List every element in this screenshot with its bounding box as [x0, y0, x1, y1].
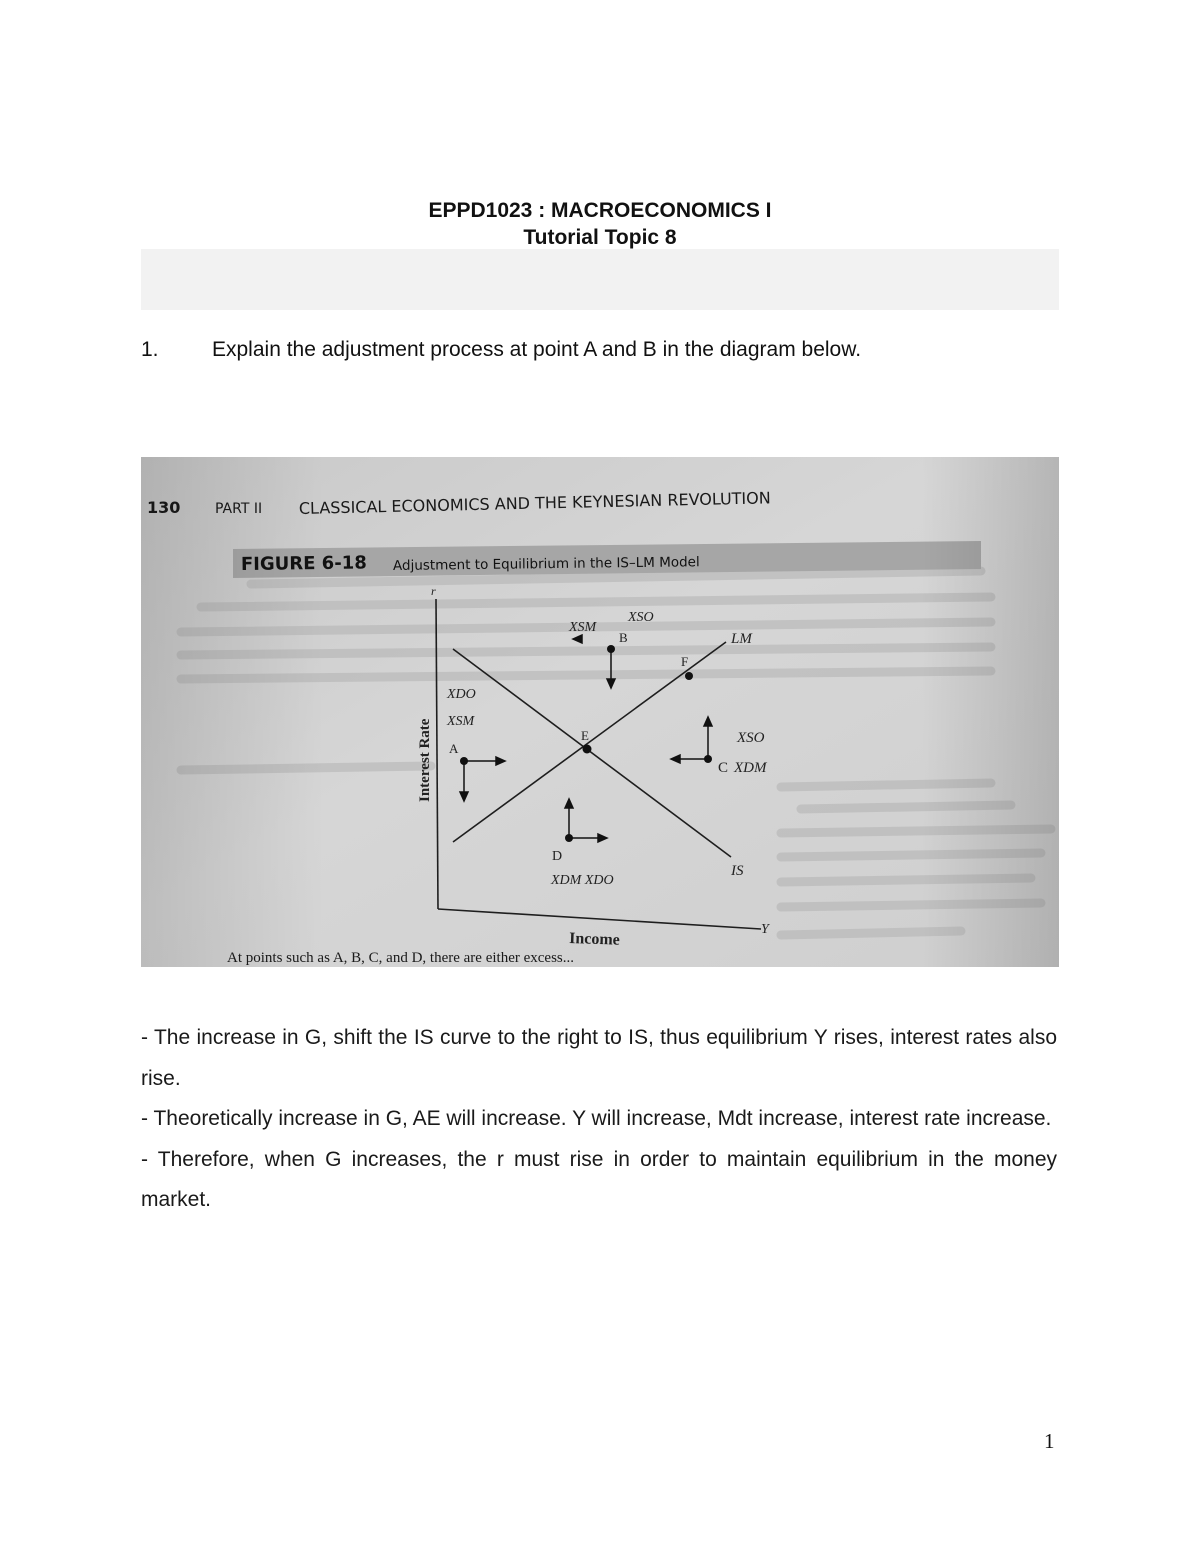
- answer-paragraph-2: - Theoretically increase in G, AE will increase. Y will increase, Mdt increase, interest rate increase.: [141, 1107, 1052, 1131]
- textbook-figure-photo: [141, 457, 1059, 967]
- answer-paragraph-3: - Therefore, when G increases, the r must rise in order to maintain equilibrium in the money market.: [141, 1147, 1057, 1212]
- shaded-heading-band: [141, 249, 1059, 310]
- document-title: EPPD1023 : MACROECONOMICS I: [428, 199, 772, 222]
- photo-vignette: [141, 457, 1059, 967]
- answer-block: [141, 1018, 1057, 1221]
- page-number: 1: [1044, 1429, 1055, 1453]
- answer-paragraph-1: - The increase in G, shift the IS curve to the right to IS, thus equilibrium Y rises, interest rates also rise.: [141, 1026, 1057, 1090]
- question-number: 1.: [141, 338, 159, 361]
- document-subtitle: Tutorial Topic 8: [523, 226, 677, 249]
- question-text: Explain the adjustment process at point A and B in the diagram below.: [212, 338, 862, 361]
